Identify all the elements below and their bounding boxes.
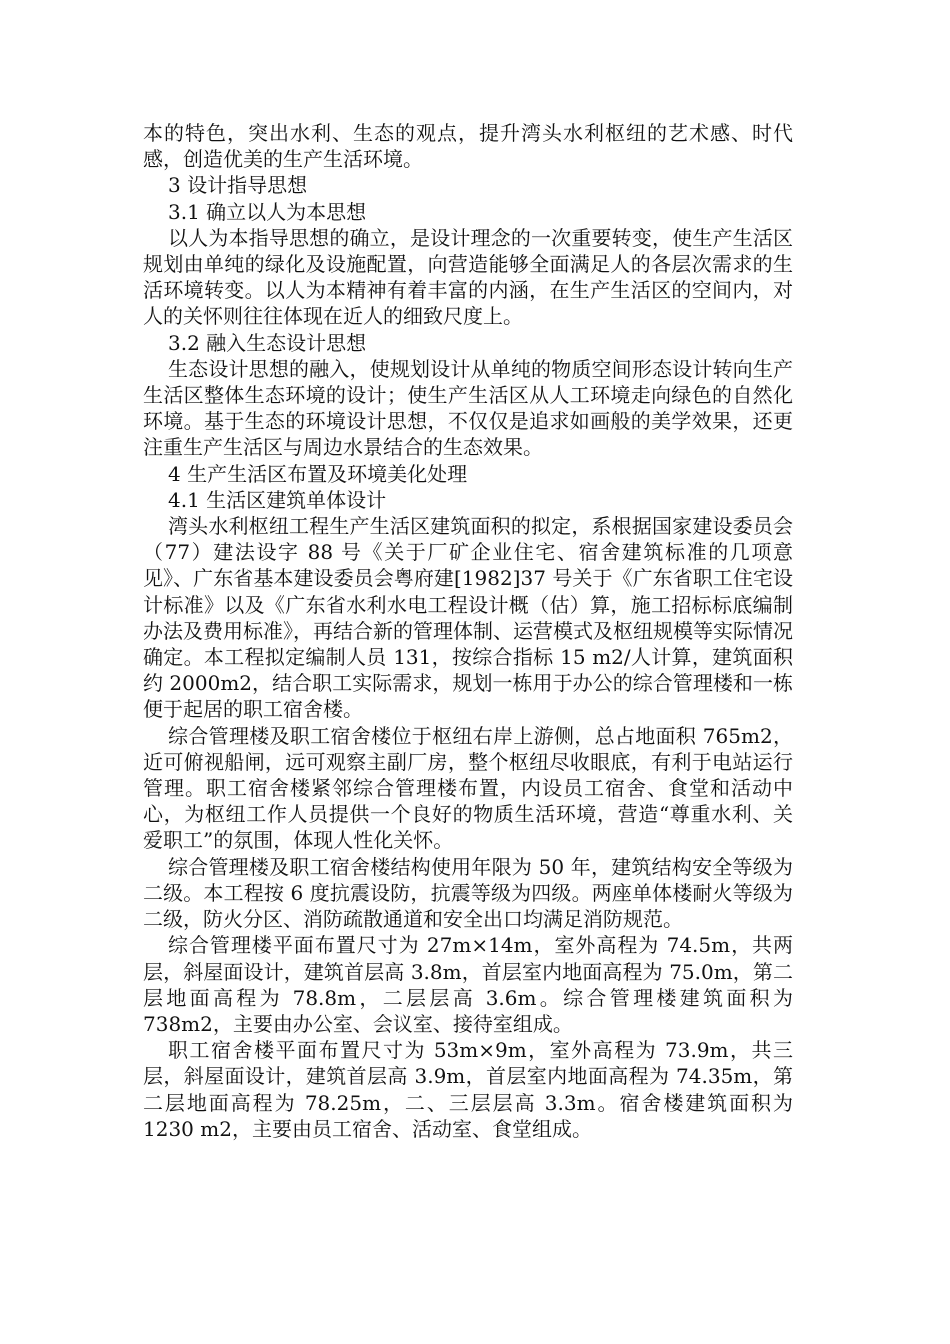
paragraph-dormitory-building: 职工宿舍楼平面布置尺寸为 53m×9m，室外高程为 73.9m，共三层，斜屋面设计，建筑首层高 3.9m，首层室内地面高程为 74.35m，第二层地面高程为 78.25m，二、三层层高 3.3m。宿舍楼建筑面积为 1230 m2，主要由员工宿舍、活动室、食堂组成。 — [143, 1038, 793, 1141]
paragraph-management-building: 综合管理楼平面布置尺寸为 27m×14m，室外高程为 74.5m，共两层，斜屋面设计，建筑首层高 3.8m，首层室内地面高程为 75.0m，第二层地面高程为 78.8m，二层层高 3.6m。综合管理楼建筑面积为 738m2，主要由办公室、会议室、接待室组成。 — [143, 933, 793, 1036]
heading-3-design-guidance: 3 设计指导思想 — [168, 173, 308, 198]
paragraph-building-area: 湾头水利枢纽工程生产生活区建筑面积的拟定，系根据国家建设委员会（77）建法设字 88 号《关于厂矿企业住宅、宿舍建筑标准的几项意见》、广东省基本建设委员会粤府建[1982]37 号关于《广东省职工住宅设计标准》以及《广东省水利水电工程设计概（估）算，施工招标标底编制办法及费用标准》，再结合新的管理体制、运营模式及枢纽规模等实际情况确定。本工程拟定编制人员 131，按综合指标 15 m2/人计算，建筑面积约 2000m2，结合职工实际需求，规划一栋用于办公的综合管理楼和一栋便于起居的职工宿舍楼。 — [143, 514, 793, 722]
heading-3-1-people-oriented: 3.1 确立以人为本思想 — [168, 199, 367, 224]
paragraph-continued-intro: 本的特色，突出水利、生态的观点，提升湾头水利枢纽的艺术感、时代感，创造优美的生产生活环境。 — [143, 121, 793, 172]
paragraph-ecological-design: 生态设计思想的融入，使规划设计从单纯的物质空间形态设计转向生产生活区整体生态环境的设计；使生产生活区从人工环境走向绿色的自然化环境。基于生态的环境设计思想，不仅仅是追求如画般的美学效果，还更注重生产生活区与周边水景结合的生态效果。 — [143, 356, 793, 460]
paragraph-people-oriented: 以人为本指导思想的确立，是设计理念的一次重要转变，使生产生活区规划由单纯的绿化及设施配置，向营造能够全面满足人的各层次需求的生活环境转变。以人为本精神有着丰富的内涵，在生产生活区的空间内，对人的关怀则往往体现在近人的细致尺度上。 — [143, 225, 793, 329]
heading-4-layout-beautification: 4 生产生活区布置及环境美化处理 — [168, 461, 468, 486]
heading-3-2-ecological-design: 3.2 融入生态设计思想 — [168, 330, 367, 355]
paragraph-building-location: 综合管理楼及职工宿舍楼位于枢纽右岸上游侧，总占地面积 765m2，近可俯视船闸，远可观察主副厂房，整个枢纽尽收眼底，有利于电站运行管理。职工宿舍楼紧邻综合管理楼布置，内设员工宿舍、食堂和活动中心，为枢纽工作人员提供一个良好的物质生活环境，营造“尊重水利、关爱职工”的氛围，体现人性化关怀。 — [143, 723, 793, 853]
paragraph-structure-safety: 综合管理楼及职工宿舍楼结构使用年限为 50 年，建筑结构安全等级为二级。本工程按 6 度抗震设防，抗震等级为四级。两座单体楼耐火等级为二级，防火分区、消防疏散通道和安全出口均满足消防规范。 — [143, 854, 793, 932]
document-body — [143, 120, 793, 1142]
heading-4-1-building-design: 4.1 生活区建筑单体设计 — [168, 487, 387, 512]
